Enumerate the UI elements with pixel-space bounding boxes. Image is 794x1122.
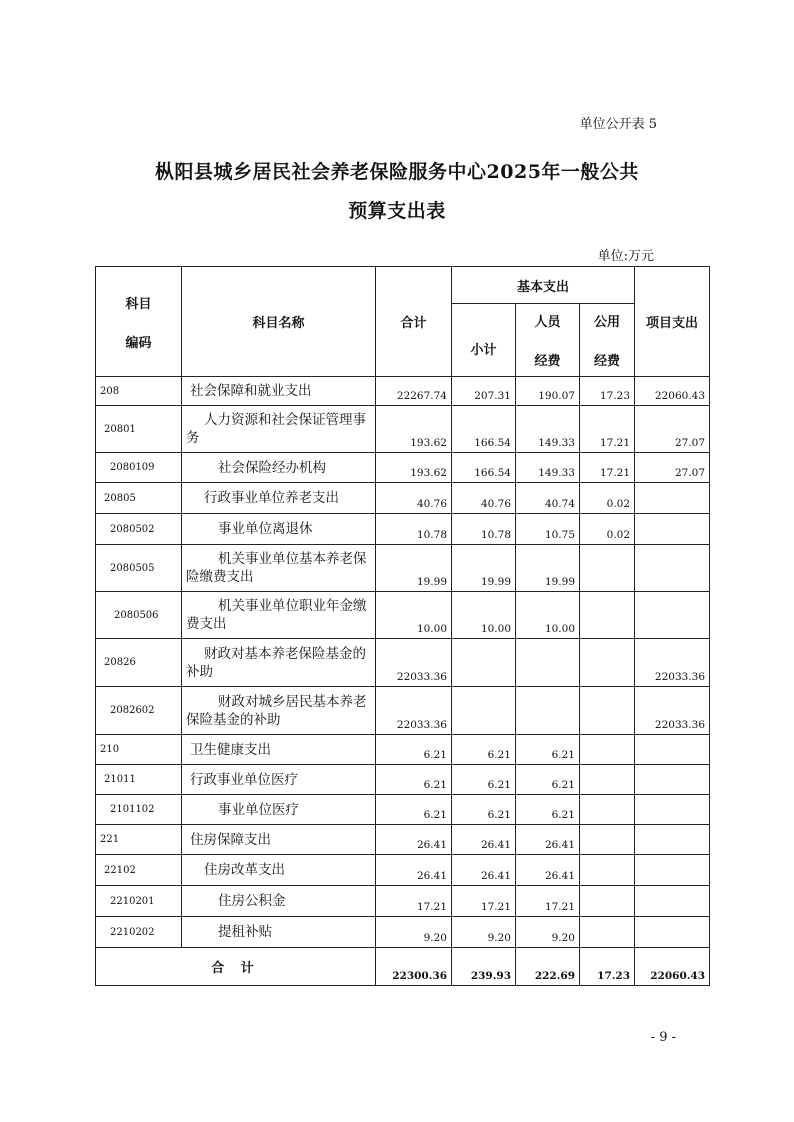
header-total: 合计 [376, 267, 452, 377]
cell-project [635, 735, 710, 765]
form-number: 单位公开表 5 [579, 117, 657, 132]
cell-personnel: 6.21 [516, 735, 580, 765]
cell-personnel: 26.41 [516, 825, 580, 855]
header-public-line-1: 公用 [594, 315, 621, 330]
total-project: 22060.43 [635, 948, 710, 986]
cell-public [580, 886, 635, 917]
total-public: 17.23 [580, 948, 635, 986]
cell-total: 193.62 [376, 406, 452, 453]
cell-total: 22033.36 [376, 639, 452, 687]
budget-expenditure-table [95, 266, 710, 986]
cell-name: 机关事业单位基本养老保险缴费支出 [182, 545, 376, 592]
header-personnel-line-1: 人员 [534, 315, 561, 330]
cell-name: 住房改革支出 [182, 855, 376, 886]
table-total-row [96, 948, 710, 986]
cell-name: 社会保险经办机构 [182, 453, 376, 483]
cell-name: 社会保障和就业支出 [182, 377, 376, 406]
table-row [96, 639, 710, 687]
table-row [96, 483, 710, 514]
cell-public: 17.21 [580, 453, 635, 483]
cell-project [635, 825, 710, 855]
cell-personnel: 149.33 [516, 406, 580, 453]
cell-total: 19.99 [376, 545, 452, 592]
cell-subtotal: 40.76 [452, 483, 516, 514]
cell-project [635, 855, 710, 886]
cell-project [635, 886, 710, 917]
cell-personnel: 10.00 [516, 592, 580, 639]
cell-name: 财政对城乡居民基本养老保险基金的补助 [182, 687, 376, 735]
cell-name: 事业单位离退休 [182, 514, 376, 545]
cell-total: 22033.36 [376, 687, 452, 735]
cell-subtotal: 10.00 [452, 592, 516, 639]
cell-subtotal: 26.41 [452, 855, 516, 886]
cell-project [635, 592, 710, 639]
table-row [96, 825, 710, 855]
cell-public: 0.02 [580, 514, 635, 545]
table-body [96, 377, 710, 986]
cell-code: 2080506 [96, 592, 182, 639]
cell-project [635, 765, 710, 795]
cell-total: 10.78 [376, 514, 452, 545]
cell-public [580, 855, 635, 886]
unit-label: 单位:万元 [597, 249, 654, 264]
table-row [96, 855, 710, 886]
cell-total: 40.76 [376, 483, 452, 514]
cell-public [580, 735, 635, 765]
cell-personnel: 26.41 [516, 855, 580, 886]
cell-public: 0.02 [580, 483, 635, 514]
cell-total: 6.21 [376, 765, 452, 795]
cell-code: 2210201 [96, 886, 182, 917]
total-personnel: 222.69 [516, 948, 580, 986]
cell-subtotal: 166.54 [452, 453, 516, 483]
cell-code: 20801 [96, 406, 182, 453]
cell-subtotal: 6.21 [452, 795, 516, 825]
total-value: 22300.36 [376, 948, 452, 986]
cell-code: 2080505 [96, 545, 182, 592]
cell-subtotal: 207.31 [452, 377, 516, 406]
cell-personnel: 6.21 [516, 795, 580, 825]
page-title-line-1: 枞阳县城乡居民社会养老保险服务中心2025年一般公共 [155, 161, 639, 183]
cell-public [580, 765, 635, 795]
cell-personnel: 6.21 [516, 765, 580, 795]
cell-public: 17.23 [580, 377, 635, 406]
cell-total: 22267.74 [376, 377, 452, 406]
cell-project [635, 545, 710, 592]
cell-name: 人力资源和社会保证管理事务 [182, 406, 376, 453]
cell-personnel: 19.99 [516, 545, 580, 592]
cell-subtotal: 10.78 [452, 514, 516, 545]
table-row [96, 765, 710, 795]
cell-code: 208 [96, 377, 182, 406]
cell-name: 事业单位医疗 [182, 795, 376, 825]
cell-personnel [516, 639, 580, 687]
cell-code: 2080109 [96, 453, 182, 483]
cell-public [580, 545, 635, 592]
cell-subtotal: 6.21 [452, 765, 516, 795]
cell-project: 22033.36 [635, 687, 710, 735]
cell-total: 6.21 [376, 795, 452, 825]
total-subtotal: 239.93 [452, 948, 516, 986]
cell-name: 财政对基本养老保险基金的补助 [182, 639, 376, 687]
cell-subtotal: 19.99 [452, 545, 516, 592]
cell-project: 27.07 [635, 453, 710, 483]
table-row [96, 514, 710, 545]
cell-personnel: 149.33 [516, 453, 580, 483]
cell-total: 10.00 [376, 592, 452, 639]
table-row [96, 545, 710, 592]
cell-name: 住房公积金 [182, 886, 376, 917]
cell-project [635, 917, 710, 948]
cell-name: 行政事业单位养老支出 [182, 483, 376, 514]
table-row [96, 592, 710, 639]
cell-public [580, 639, 635, 687]
table-row [96, 735, 710, 765]
cell-code: 2101102 [96, 795, 182, 825]
header-public [580, 304, 635, 377]
cell-name: 住房保障支出 [182, 825, 376, 855]
header-name: 科目名称 [182, 267, 376, 377]
cell-total: 193.62 [376, 453, 452, 483]
cell-public [580, 687, 635, 735]
table-row [96, 917, 710, 948]
cell-total: 17.21 [376, 886, 452, 917]
cell-personnel: 17.21 [516, 886, 580, 917]
cell-personnel: 10.75 [516, 514, 580, 545]
cell-public [580, 795, 635, 825]
header-subtotal: 小计 [452, 304, 516, 377]
page-number: - 9 - [650, 1030, 676, 1045]
cell-public [580, 917, 635, 948]
cell-public [580, 825, 635, 855]
header-code [96, 267, 182, 377]
header-basic: 基本支出 [452, 267, 635, 304]
cell-code: 2082602 [96, 687, 182, 735]
cell-public: 17.21 [580, 406, 635, 453]
table-row [96, 406, 710, 453]
cell-code: 2080502 [96, 514, 182, 545]
cell-name: 提租补贴 [182, 917, 376, 948]
header-code-line-2: 编码 [125, 335, 152, 351]
cell-code: 21011 [96, 765, 182, 795]
cell-project: 27.07 [635, 406, 710, 453]
cell-project [635, 795, 710, 825]
cell-subtotal: 9.20 [452, 917, 516, 948]
cell-name: 卫生健康支出 [182, 735, 376, 765]
cell-personnel: 40.74 [516, 483, 580, 514]
header-personnel [516, 304, 580, 377]
total-label: 合 计 [96, 948, 376, 986]
cell-subtotal: 26.41 [452, 825, 516, 855]
cell-total: 9.20 [376, 917, 452, 948]
cell-subtotal: 6.21 [452, 735, 516, 765]
cell-name: 行政事业单位医疗 [182, 765, 376, 795]
cell-public [580, 592, 635, 639]
cell-name: 机关事业单位职业年金缴费支出 [182, 592, 376, 639]
cell-project: 22033.36 [635, 639, 710, 687]
table-row [96, 795, 710, 825]
cell-subtotal [452, 639, 516, 687]
cell-code: 20826 [96, 639, 182, 687]
page-title-line-2: 预算支出表 [348, 200, 446, 222]
header-code-line-1: 科目 [125, 296, 152, 312]
table-row [96, 687, 710, 735]
cell-personnel: 190.07 [516, 377, 580, 406]
header-public-line-2: 经费 [594, 354, 621, 369]
cell-project [635, 483, 710, 514]
cell-code: 22102 [96, 855, 182, 886]
header-project: 项目支出 [635, 267, 710, 377]
cell-personnel: 9.20 [516, 917, 580, 948]
table-row [96, 377, 710, 406]
cell-subtotal: 166.54 [452, 406, 516, 453]
table-row [96, 453, 710, 483]
table-row [96, 886, 710, 917]
cell-total: 6.21 [376, 735, 452, 765]
cell-subtotal [452, 687, 516, 735]
cell-subtotal: 17.21 [452, 886, 516, 917]
cell-total: 26.41 [376, 855, 452, 886]
cell-personnel [516, 687, 580, 735]
cell-total: 26.41 [376, 825, 452, 855]
cell-project [635, 514, 710, 545]
cell-project: 22060.43 [635, 377, 710, 406]
cell-code: 210 [96, 735, 182, 765]
cell-code: 2210202 [96, 917, 182, 948]
cell-code: 20805 [96, 483, 182, 514]
cell-code: 221 [96, 825, 182, 855]
header-personnel-line-2: 经费 [534, 354, 561, 369]
